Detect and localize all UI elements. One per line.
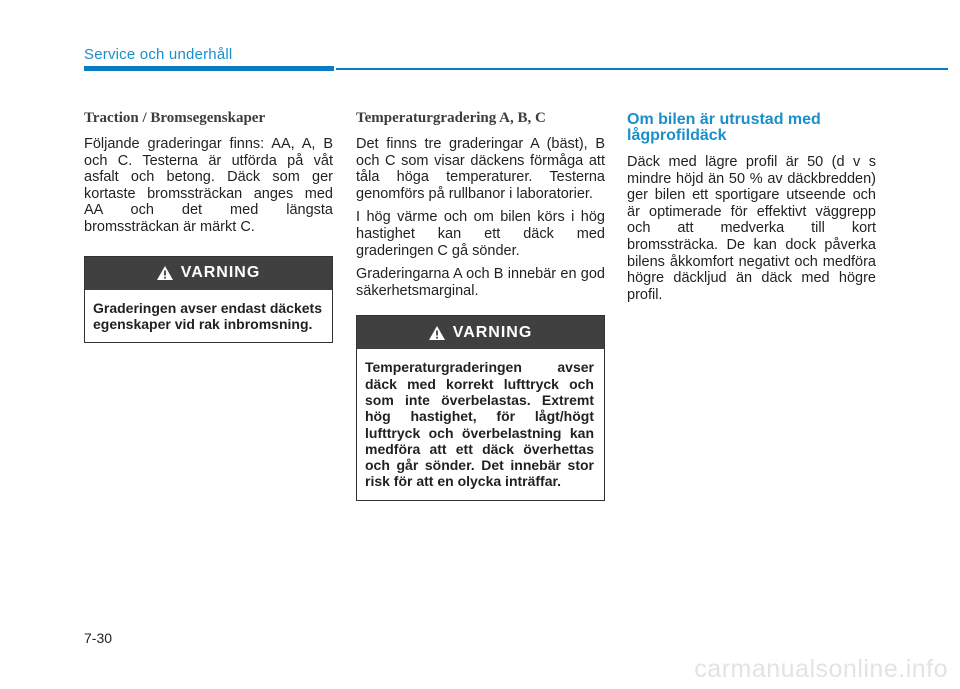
warning-triangle-icon [157, 266, 173, 280]
header-bar-thin [336, 68, 948, 70]
low-profile-paragraph: Däck med lägre profil är 50 (d v s mindre höjd än 50 % av däckbredden) ger bilen ett sportigare utseende och är optimerade för effektivt väggrepp och att medverka till kort bromssträcka. De kan dock påverka bilens åkkomfort negativt och medföra högre däckljud än däck med högre profil. [627, 154, 876, 303]
header-bar-thick [84, 66, 334, 71]
temperature-paragraph-3: Graderingarna A och B innebär en god säkerhetsmarginal. [356, 266, 605, 299]
warning-text: Temperaturgraderingen avser däck med korrekt lufttryck och som inte överbelastas. Extremt hög hastighet, för lågt/högt lufttryck och överbelastning kan medföra att ett däck överhettas och går sönder. Det innebär stor risk för att en olycka inträffar. [365, 359, 594, 490]
warning-label: VARNING [452, 323, 533, 341]
traction-paragraph: Följande graderingar finns: AA, A, B och C. Testerna är utförda på våt asfalt och betong. Däck som ger kortaste bromssträckan anges med AA och det med längsta bromssträckan är märkt C. [84, 136, 333, 235]
warning-box-temperature [356, 315, 605, 500]
column-temperature [356, 110, 605, 501]
traction-heading: Traction / Bromsegenskaper [84, 110, 266, 126]
temperature-heading: Temperaturgradering A, B, C [356, 110, 546, 126]
column-low-profile [627, 110, 876, 310]
warning-label: VARNING [180, 264, 261, 282]
page-number: 7-30 [84, 630, 113, 646]
warning-header [357, 316, 604, 349]
warning-box-traction [84, 256, 333, 344]
temperature-paragraph-1: Det finns tre graderingar A (bäst), B och C som visar däckens förmåga att tåla höga temperaturer. Testerna genomförs på rullbanor i laboratorier. [356, 136, 605, 202]
temperature-paragraph-2: I hög värme och om bilen körs i hög hastighet kan ett däck med graderingen C gå sönder. [356, 209, 605, 259]
warning-text: Graderingen avser endast däckets egenskaper vid rak inbromsning. [93, 299, 322, 332]
watermark: carmanualsonline.info [694, 655, 948, 683]
section-title: Service och underhåll [84, 46, 233, 63]
low-profile-heading: Om bilen är utrustad med lågprofildäck [627, 111, 821, 144]
warning-header [85, 257, 332, 290]
warning-triangle-icon [429, 326, 445, 340]
column-traction [84, 110, 333, 343]
